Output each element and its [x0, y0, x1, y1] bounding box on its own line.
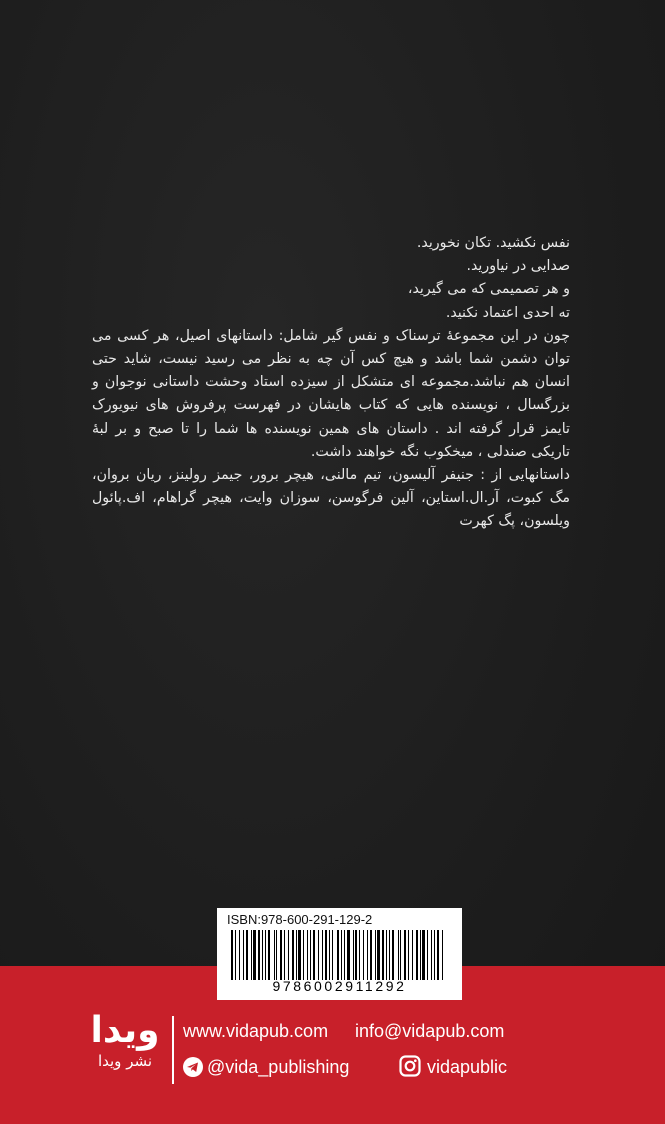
barcode-bar: [298, 930, 301, 980]
barcode-bar: [341, 930, 342, 980]
barcode-bar: [231, 930, 233, 980]
barcode-bar: [268, 930, 270, 980]
footer-divider: [172, 1016, 174, 1084]
instagram-handle[interactable]: vidapublic: [427, 1057, 508, 1077]
barcode-bar: [400, 930, 401, 980]
blurb-line-1: نفس نکشید. تکان نخورید.: [416, 235, 570, 251]
barcode-bar: [404, 930, 406, 980]
barcode-bar: [253, 930, 256, 980]
barcode-bar: [239, 930, 240, 980]
blurb-line-3: و هر تصمیمی که می گیرید،: [407, 281, 570, 298]
barcode-bar: [310, 930, 311, 980]
barcode-bar: [262, 930, 263, 980]
barcode-bar: [377, 930, 380, 980]
barcode-bar: [427, 930, 428, 980]
barcode-bar: [307, 930, 308, 980]
barcode-bar: [274, 930, 275, 980]
barcode-bar: [370, 930, 372, 980]
barcode-bar: [367, 930, 368, 980]
barcode-bar: [408, 930, 409, 980]
barcode-label: [217, 908, 462, 1000]
blurb-line-4: ته احدی اعتماد نکنید.: [445, 304, 570, 321]
barcode-bar: [344, 930, 345, 980]
barcode-bar: [280, 930, 282, 980]
barcode-bar: [325, 930, 327, 980]
barcode-bar: [246, 930, 248, 980]
barcode-bar: [322, 930, 323, 980]
barcode-bar: [288, 930, 289, 980]
barcode-bar: [431, 930, 432, 980]
barcode-bar: [420, 930, 421, 980]
barcode-bar: [437, 930, 439, 980]
barcode-bar: [284, 930, 285, 980]
barcode-bar: [389, 930, 390, 980]
barcode-bar: [332, 930, 333, 980]
barcode-bar: [276, 930, 277, 980]
barcode-bar: [329, 930, 330, 980]
barcode-bar: [318, 930, 319, 980]
barcode-bar: [243, 930, 244, 980]
telegram-handle[interactable]: @vida_publishing: [207, 1057, 350, 1077]
telegram-icon: [182, 1056, 204, 1078]
email-link[interactable]: info@vidapub.com: [355, 1021, 505, 1041]
instagram-icon: [399, 1055, 421, 1077]
barcode-bar: [251, 930, 252, 980]
logo-mark: ویدا: [90, 1010, 160, 1051]
barcode-bar: [313, 930, 315, 980]
barcode-bar: [363, 930, 364, 980]
logo-name: نشر ویدا: [97, 1052, 153, 1070]
barcode-bar: [434, 930, 435, 980]
barcode-bar: [353, 930, 354, 980]
barcode-bar: [296, 930, 297, 980]
barcode-bar: [359, 930, 360, 980]
barcode-bar: [422, 930, 425, 980]
isbn-text: ISBN:978-600-291-129-2: [227, 912, 373, 927]
barcode-bar: [398, 930, 399, 980]
barcode-bar: [265, 930, 266, 980]
barcode-number: 9786002911292: [272, 978, 407, 994]
barcode-bar: [258, 930, 260, 980]
blurb-authors: داستانهایی از : جنیفر آلیسون، تیم مالنی، هیچر برور، جیمز رولینز، ریان بروان، مگ کبوت، آر.ال.استاین، آلین فرگوسن، سوزان وایت، هیچر گراهام، اف.پائول ویلسون، پگ کهرت: [92, 467, 570, 530]
barcode-bar: [412, 930, 413, 980]
barcode-bars: [231, 930, 446, 980]
barcode-bar: [416, 930, 418, 980]
barcode-bar: [392, 930, 394, 980]
blurb-line-2: صدایی در نیاورید.: [466, 258, 570, 275]
barcode-bar: [355, 930, 357, 980]
blurb-text: [92, 232, 570, 534]
barcode-bar: [337, 930, 339, 980]
blurb-description: چون در این مجموعهٔ ترسناک و نفس گیر شامل: داستانهای اصیل، هر کسی می توان دشمن شما باشد و هیچ کس آن چه به نظر می رسید نیست، شاید حتی انسان هم نباشد.مجموعه ای متشکل از سیزده استاد وحشت داستانی نوجوان و بزرگسال ، نویسنده هایی که کتاب هایشان در فهرست پرفروش های نیویورک تایمز قرار گرفته اند . داستان های همین نویسنده ها شما را تا صبح و بر لبهٔ تاریکی صندلی ، میخکوب نگه خواهند داشت.: [92, 327, 570, 460]
barcode-bar: [375, 930, 376, 980]
barcode-bar: [386, 930, 387, 980]
barcode-bar: [292, 930, 294, 980]
barcode-bar: [347, 930, 350, 980]
publisher-logo: [88, 1010, 162, 1083]
website-link[interactable]: www.vidapub.com: [183, 1021, 329, 1041]
barcode-bar: [442, 930, 443, 980]
barcode-bar: [382, 930, 384, 980]
barcode-bar: [303, 930, 304, 980]
barcode-bar: [235, 930, 236, 980]
